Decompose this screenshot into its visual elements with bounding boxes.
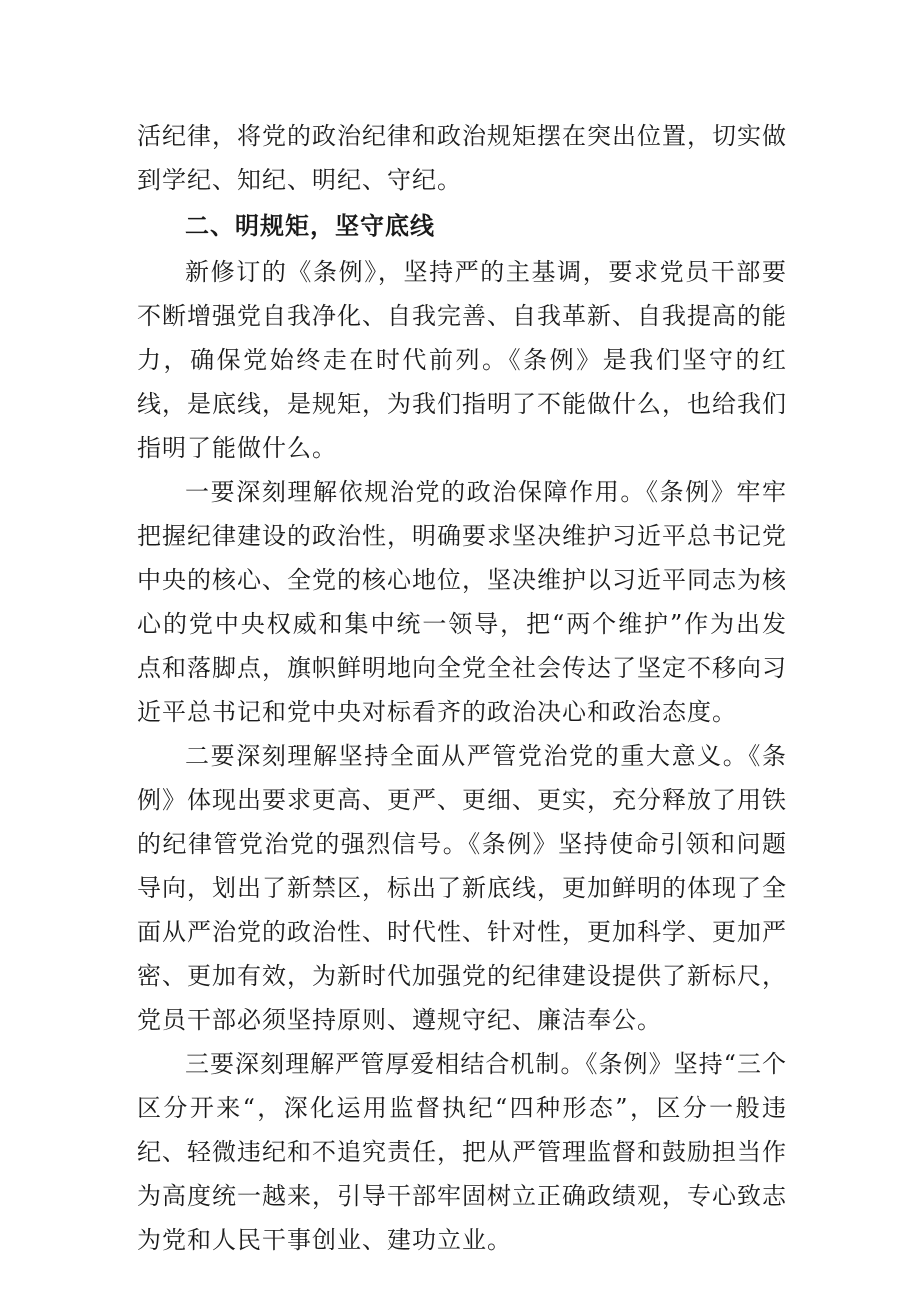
paragraph-intro: 新修订的《条例》，坚持严的主基调，要求党员干部要不断增强党自我净化、自我完善、自我革新、自我提高的能力，确保党始终走在时代前列。《条例》是我们坚守的红线，是底线，是规矩，为我们指明了不能做什么，也给我们指明了能做什么。	[137, 258, 787, 462]
paragraph-point-three: 三要深刻理解严管厚爱相结合机制。《条例》坚持“三个区分开来“，深化运用监督执纪“四种形态”，区分一般违纪、轻微违纪和不追究责任，把从严管理监督和鼓励担当作为高度统一越来，引导干部牢固树立正确政绩观，专心致志为党和人民干事创业、建功立业。	[137, 1050, 787, 1254]
paragraph-point-one: 一要深刻理解依规治党的政治保障作用。《条例》牢牢把握纪律建设的政治性，明确要求坚决维护习近平总书记党中央的核心、全党的核心地位，坚决维护以习近平同志为核心的党中央权威和集中统一领导，把“两个维护”作为出发点和落脚点，旗帜鲜明地向全党全社会传达了坚定不移向习近平总书记和党中央对标看齐的政治决心和政治态度。	[137, 478, 787, 726]
document-body	[137, 114, 787, 1262]
paragraph-point-two: 二要深刻理解坚持全面从严管党治党的重大意义。《条例》体现出要求更高、更严、更细、更实，充分释放了用铁的纪律管党治党的强烈信号。《条例》坚持使命引领和问题导向，划出了新禁区，标出了新底线，更加鲜明的体现了全面从严治党的政治性、时代性、针对性，更加科学、更加严密、更加有效，为新时代加强党的纪律建设提供了新标尺，党员干部必须坚持原则、遵规守纪、廉洁奉公。	[137, 742, 787, 1034]
section-heading: 二、明规矩，坚守底线	[185, 212, 435, 240]
paragraph-continued: 活纪律，将党的政治纪律和政治规矩摆在突出位置，切实做到学纪、知纪、明纪、守纪。	[137, 122, 787, 194]
